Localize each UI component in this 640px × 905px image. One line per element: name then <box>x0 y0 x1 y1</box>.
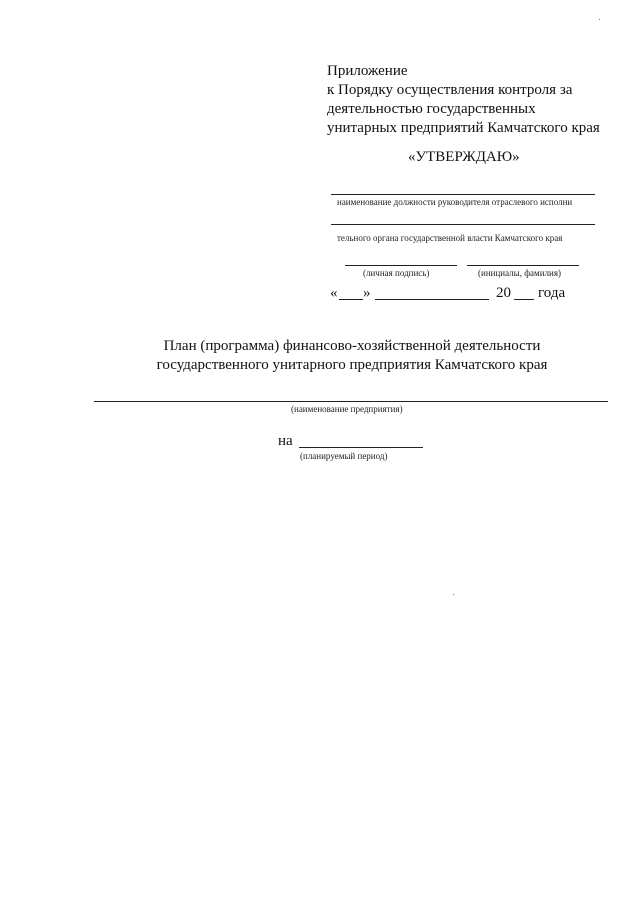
plan-title-line-2: государственного унитарного предприятия Камчатского края <box>156 357 548 373</box>
period-line <box>299 447 423 448</box>
date-year-suffix: года <box>538 285 566 301</box>
appendix-reference-line-2: деятельностью государственных <box>327 101 536 117</box>
scan-speck <box>453 594 454 595</box>
enterprise-name-line <box>94 401 608 402</box>
appendix-block <box>327 62 600 138</box>
period-caption: (планируемый период) <box>300 451 388 461</box>
appendix-reference-line-3: унитарных предприятий Камчатского края <box>327 120 600 136</box>
name-caption: (инициалы, фамилия) <box>478 268 561 278</box>
date-day-line <box>339 299 363 300</box>
position-caption-2: тельного органа государственной власти Камчатского края <box>337 233 563 243</box>
date-month-line <box>375 299 489 300</box>
scan-speck <box>599 19 600 20</box>
date-year-prefix: 20 <box>496 285 511 301</box>
position-line-1 <box>331 194 595 195</box>
appendix-reference-line-1: к Порядку осуществления контроля за <box>327 82 573 98</box>
position-line-2 <box>331 224 595 225</box>
enterprise-caption: (наименование предприятия) <box>291 404 403 414</box>
approval-heading: «УТВЕРЖДАЮ» <box>408 149 520 165</box>
name-line <box>467 265 579 266</box>
plan-title-line-1: План (программа) финансово-хозяйственной деятельности <box>163 338 541 354</box>
date-open-quote: « <box>330 285 338 301</box>
position-caption-1: наименование должности руководителя отраслевого исполни <box>337 197 573 207</box>
signature-caption: (личная подпись) <box>363 268 430 278</box>
period-prefix: на <box>278 433 293 449</box>
appendix-label: Приложение <box>327 63 408 79</box>
signature-line <box>345 265 457 266</box>
date-year-line <box>514 299 534 300</box>
date-close-quote: » <box>363 285 371 301</box>
